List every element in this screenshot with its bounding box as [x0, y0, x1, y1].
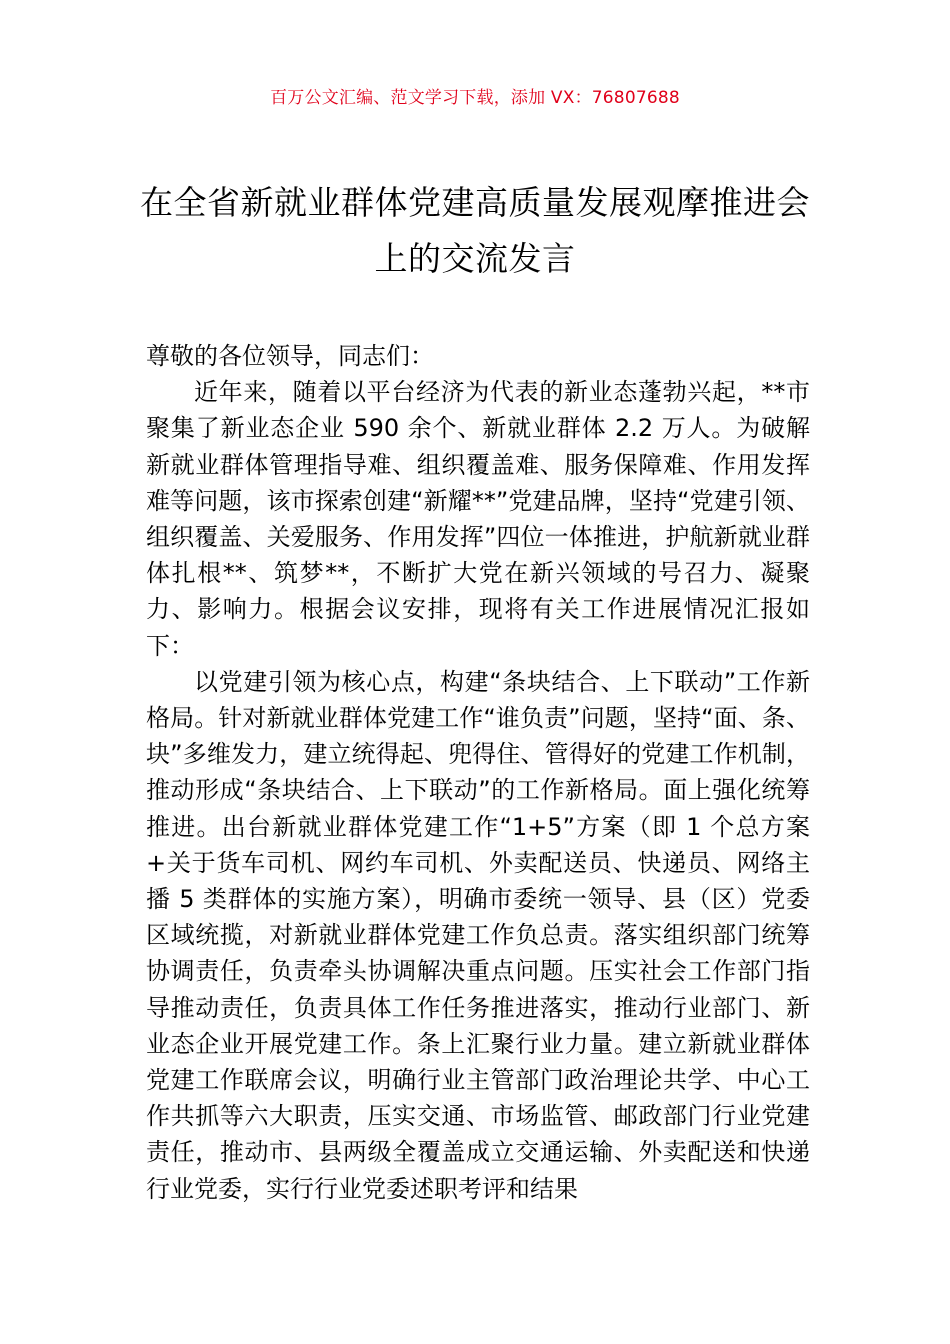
document-body [146, 338, 810, 1207]
paragraph-intro: 近年来，随着以平台经济为代表的新业态蓬勃兴起，**市聚集了新业态企业 590 余个、新就业群体 2.2 万人。为破解新就业群体管理指导难、组织覆盖难、服务保障难、作用发挥难等问题，该市探索创建“新耀**”党建品牌，坚持“党建引领、组织覆盖、关爱服务、作用发挥”四位一体推进，护航新就业群体扎根**、筑梦**，不断扩大党在新兴领域的号召力、凝聚力、影响力。根据会议安排，现将有关工作进展情况汇报如下： [146, 378, 810, 660]
salutation: 尊敬的各位领导，同志们： [146, 342, 434, 370]
watermark-contact: 百万公文汇编、范文学习下载，添加 VX：76807688 [270, 88, 680, 108]
document-title: 在全省新就业群体党建高质量发展观摩推进会上的交流发言 [140, 183, 810, 278]
paragraph-party-building: 以党建引领为核心点，构建“条块结合、上下联动”工作新格局。针对新就业群体党建工作“谁负责”问题，坚持“面、条、块”多维发力，建立统得起、兜得住、管得好的党建工作机制，推动形成“条块结合、上下联动”的工作新格局。面上强化统筹推进。出台新就业群体党建工作“1+5”方案（即 1 个总方案+关于货车司机、网约车司机、外卖配送员、快递员、网络主播 5 类群体的实施方案），明确市委统一领导、县（区）党委区域统揽，对新就业群体党建工作负总责。落实组织部门统筹协调责任，负责牵头协调解决重点问题。压实社会工作部门指导推动责任，负责具体工作任务推进落实，推动行业部门、新业态企业开展党建工作。条上汇聚行业力量。建立新就业群体党建工作联席会议，明确行业主管部门政治理论共学、中心工作共抓等六大职责，压实交通、市场监管、邮政部门行业党建责任，推动市、县两级全覆盖成立交通运输、外卖配送和快递行业党委，实行行业党委述职考评和结果 [146, 667, 810, 1203]
